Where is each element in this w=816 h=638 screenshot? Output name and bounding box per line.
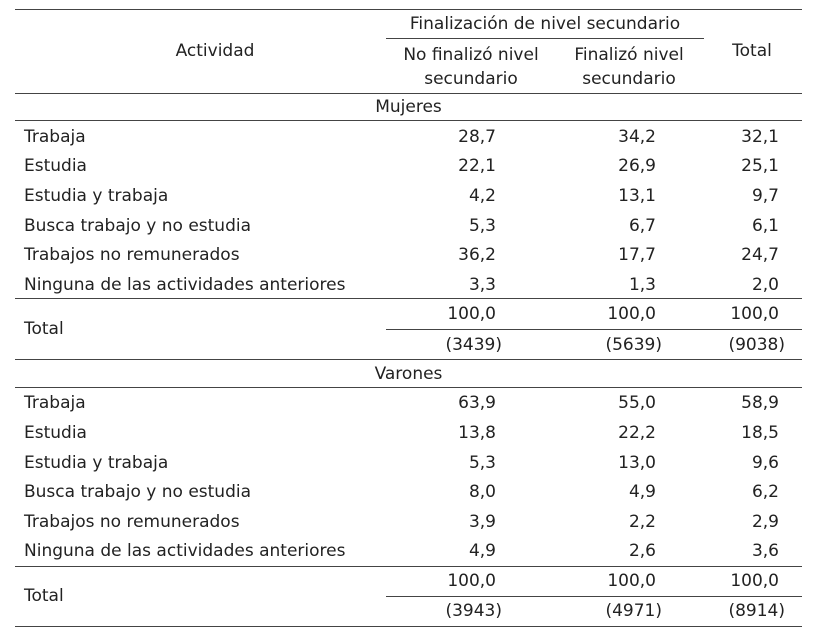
cell-col2: 55,0 <box>618 393 656 413</box>
cell-col1: 5,3 <box>468 453 496 473</box>
section-title: Mujeres <box>375 97 442 117</box>
row-label: Trabajos no remunerados <box>24 512 240 532</box>
section-end-rule <box>15 359 802 360</box>
cell-col1: 13,8 <box>458 423 496 443</box>
cell-total: 9,7 <box>751 186 779 206</box>
cell-total: 3,6 <box>751 541 779 561</box>
row-label: Estudia <box>24 423 87 443</box>
row-label: Trabaja <box>24 393 86 413</box>
total-col2: 100,0 <box>607 304 656 324</box>
cell-col2: 2,6 <box>628 541 656 561</box>
cell-col1: 28,7 <box>458 127 496 147</box>
count-total: (8914) <box>728 601 785 621</box>
cell-col1: 4,9 <box>468 541 496 561</box>
total-col1: 100,0 <box>447 304 496 324</box>
row-label: Trabajos no remunerados <box>24 245 240 265</box>
total-rule <box>386 596 802 597</box>
cell-col2: 13,1 <box>618 186 656 206</box>
cell-total: 6,1 <box>751 216 779 236</box>
total-total: 100,0 <box>730 304 779 324</box>
cell-total: 2,0 <box>751 275 779 295</box>
total-total: 100,0 <box>730 571 779 591</box>
row-label: Busca trabajo y no estudia <box>24 482 252 502</box>
header-activity: Actividad <box>175 41 255 61</box>
header-col1-line2: secundario <box>424 69 518 89</box>
cell-col2: 2,2 <box>628 512 656 532</box>
row-label: Estudia y trabaja <box>24 186 169 206</box>
rows-rule <box>15 298 802 299</box>
cell-col2: 22,2 <box>618 423 656 443</box>
row-label: Ninguna de las actividades anteriores <box>24 541 346 561</box>
header-col2-line2: secundario <box>582 69 676 89</box>
cell-col2: 6,7 <box>628 216 656 236</box>
row-label: Estudia <box>24 156 87 176</box>
header-total: Total <box>732 41 772 61</box>
row-label: Busca trabajo y no estudia <box>24 216 252 236</box>
cell-total: 24,7 <box>741 245 779 265</box>
bottom-rule <box>15 626 802 627</box>
row-label: Ninguna de las actividades anteriores <box>24 275 346 295</box>
cell-col1: 3,3 <box>468 275 496 295</box>
cell-col1: 63,9 <box>458 393 496 413</box>
cell-col2: 13,0 <box>618 453 656 473</box>
total-label: Total <box>24 586 64 606</box>
rows-rule <box>15 566 802 567</box>
count-col2: (5639) <box>605 335 662 355</box>
count-col1: (3439) <box>445 335 502 355</box>
top-rule <box>15 9 802 10</box>
cell-total: 9,6 <box>751 453 779 473</box>
cell-total: 2,9 <box>751 512 779 532</box>
section-title: Varones <box>374 364 443 384</box>
cell-col1: 36,2 <box>458 245 496 265</box>
header-group: Finalización de nivel secundario <box>409 14 681 34</box>
row-label: Estudia y trabaja <box>24 453 169 473</box>
header-col1-line1: No finalizó nivel <box>403 45 539 65</box>
cell-col1: 5,3 <box>468 216 496 236</box>
section-rule <box>15 120 802 121</box>
cell-col1: 8,0 <box>468 482 496 502</box>
cell-total: 6,2 <box>751 482 779 502</box>
count-col2: (4971) <box>605 601 662 621</box>
cell-col1: 3,9 <box>468 512 496 532</box>
header-rule <box>15 93 802 94</box>
cell-total: 25,1 <box>741 156 779 176</box>
section-rule <box>15 387 802 388</box>
count-total: (9038) <box>728 335 785 355</box>
cell-total: 32,1 <box>741 127 779 147</box>
cell-total: 58,9 <box>741 393 779 413</box>
cell-col2: 4,9 <box>628 482 656 502</box>
cell-col2: 17,7 <box>618 245 656 265</box>
total-label: Total <box>24 319 64 339</box>
cell-col1: 22,1 <box>458 156 496 176</box>
row-label: Trabaja <box>24 127 86 147</box>
total-col1: 100,0 <box>447 571 496 591</box>
total-col2: 100,0 <box>607 571 656 591</box>
header-col2-line1: Finalizó nivel <box>574 45 684 65</box>
count-col1: (3943) <box>445 601 502 621</box>
cell-col2: 26,9 <box>618 156 656 176</box>
cell-total: 18,5 <box>741 423 779 443</box>
cell-col2: 1,3 <box>628 275 656 295</box>
total-rule <box>386 329 802 330</box>
cell-col1: 4,2 <box>468 186 496 206</box>
group-rule <box>386 38 704 39</box>
cell-col2: 34,2 <box>618 127 656 147</box>
